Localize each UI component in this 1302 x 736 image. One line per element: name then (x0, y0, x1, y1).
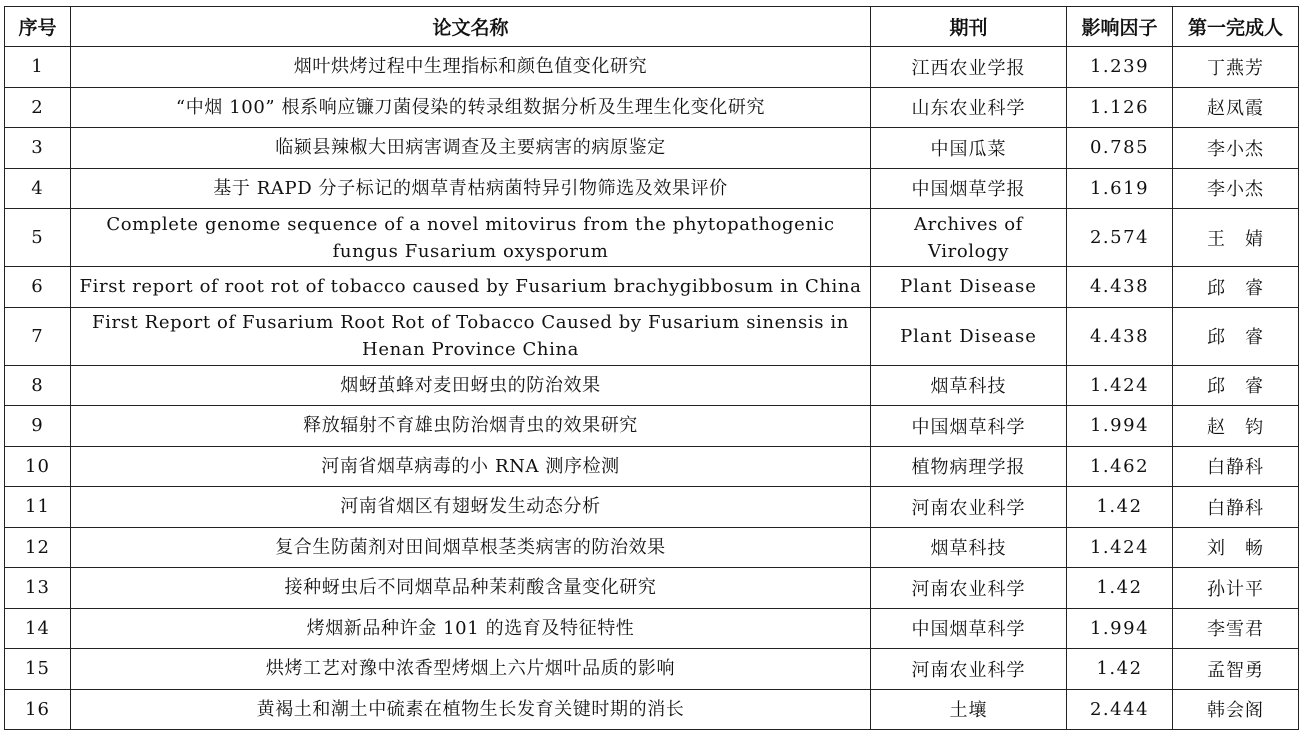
table-row (5, 128, 1299, 169)
cell-author: 白静科 (1173, 487, 1299, 528)
cell-journal: 中国烟草科学 (871, 406, 1067, 447)
table-row (5, 87, 1299, 128)
cell-index: 12 (5, 527, 71, 568)
cell-title: 复合生防菌剂对田间烟草根茎类病害的防治效果 (71, 527, 871, 568)
table-row (5, 689, 1299, 730)
cell-title: “中烟 100” 根系响应镰刀菌侵染的转录组数据分析及生理生化变化研究 (71, 87, 871, 128)
table-row (5, 406, 1299, 447)
cell-journal: 河南农业科学 (871, 487, 1067, 528)
cell-title: 烟蚜茧蜂对麦田蚜虫的防治效果 (71, 365, 871, 406)
papers-table-container (4, 6, 1299, 730)
cell-author: 白静科 (1173, 446, 1299, 487)
cell-impact: 1.239 (1067, 47, 1173, 88)
cell-impact: 0.785 (1067, 128, 1173, 169)
cell-impact: 1.126 (1067, 87, 1173, 128)
cell-index: 13 (5, 568, 71, 609)
cell-impact: 1.619 (1067, 168, 1173, 209)
cell-index: 14 (5, 608, 71, 649)
cell-journal: Plant Disease (871, 307, 1067, 365)
cell-journal: 中国瓜菜 (871, 128, 1067, 169)
cell-journal: 植物病理学报 (871, 446, 1067, 487)
table-row (5, 47, 1299, 88)
cell-journal: 河南农业科学 (871, 568, 1067, 609)
cell-journal: 烟草科技 (871, 527, 1067, 568)
cell-author: 李小杰 (1173, 128, 1299, 169)
cell-impact: 1.42 (1067, 568, 1173, 609)
cell-journal: 烟草科技 (871, 365, 1067, 406)
cell-title: First report of root rot of tobacco caused by Fusarium brachygibbosum in China (71, 267, 871, 308)
cell-index: 4 (5, 168, 71, 209)
cell-index: 2 (5, 87, 71, 128)
cell-title: 临颍县辣椒大田病害调查及主要病害的病原鉴定 (71, 128, 871, 169)
cell-title: 河南省烟草病毒的小 RNA 测序检测 (71, 446, 871, 487)
table-row (5, 608, 1299, 649)
cell-impact: 1.994 (1067, 608, 1173, 649)
header-journal: 期刊 (871, 7, 1067, 47)
cell-author: 邱 睿 (1173, 307, 1299, 365)
cell-title: Complete genome sequence of a novel mitovirus from the phytopathogenic fungus Fusarium oxysporum (71, 209, 871, 267)
cell-author: 李小杰 (1173, 168, 1299, 209)
cell-author: 丁燕芳 (1173, 47, 1299, 88)
cell-index: 3 (5, 128, 71, 169)
cell-index: 5 (5, 209, 71, 267)
cell-title: 释放辐射不育雄虫防治烟青虫的效果研究 (71, 406, 871, 447)
cell-author: 邱 睿 (1173, 267, 1299, 308)
cell-title: First Report of Fusarium Root Rot of Tobacco Caused by Fusarium sinensis in Henan Province China (71, 307, 871, 365)
cell-title: 烤烟新品种许金 101 的选育及特征特性 (71, 608, 871, 649)
cell-impact: 4.438 (1067, 267, 1173, 308)
cell-journal: Plant Disease (871, 267, 1067, 308)
table-row (5, 267, 1299, 308)
cell-author: 韩会阁 (1173, 689, 1299, 730)
cell-title: 基于 RAPD 分子标记的烟草青枯病菌特异引物筛选及效果评价 (71, 168, 871, 209)
cell-author: 刘 畅 (1173, 527, 1299, 568)
cell-journal: Archives of Virology (871, 209, 1067, 267)
cell-index: 11 (5, 487, 71, 528)
cell-author: 赵凤霞 (1173, 87, 1299, 128)
cell-title: 河南省烟区有翅蚜发生动态分析 (71, 487, 871, 528)
cell-impact: 1.42 (1067, 487, 1173, 528)
table-row (5, 527, 1299, 568)
table-row (5, 446, 1299, 487)
cell-index: 8 (5, 365, 71, 406)
cell-author: 孟智勇 (1173, 649, 1299, 690)
cell-title: 烟叶烘烤过程中生理指标和颜色值变化研究 (71, 47, 871, 88)
header-first-author: 第一完成人 (1173, 7, 1299, 47)
cell-impact: 1.42 (1067, 649, 1173, 690)
header-title: 论文名称 (71, 7, 871, 47)
header-impact-factor: 影响因子 (1067, 7, 1173, 47)
cell-author: 王 婧 (1173, 209, 1299, 267)
cell-author: 李雪君 (1173, 608, 1299, 649)
cell-journal: 江西农业学报 (871, 47, 1067, 88)
table-row (5, 568, 1299, 609)
table-row (5, 307, 1299, 365)
cell-impact: 2.444 (1067, 689, 1173, 730)
cell-author: 赵 钧 (1173, 406, 1299, 447)
cell-title: 接种蚜虫后不同烟草品种茉莉酸含量变化研究 (71, 568, 871, 609)
cell-journal: 中国烟草学报 (871, 168, 1067, 209)
table-row (5, 209, 1299, 267)
cell-author: 孙计平 (1173, 568, 1299, 609)
cell-impact: 2.574 (1067, 209, 1173, 267)
cell-impact: 1.462 (1067, 446, 1173, 487)
cell-impact: 1.424 (1067, 527, 1173, 568)
cell-index: 10 (5, 446, 71, 487)
cell-journal: 山东农业科学 (871, 87, 1067, 128)
cell-impact: 1.424 (1067, 365, 1173, 406)
papers-table (4, 6, 1299, 730)
cell-impact: 1.994 (1067, 406, 1173, 447)
cell-index: 9 (5, 406, 71, 447)
cell-index: 16 (5, 689, 71, 730)
cell-index: 7 (5, 307, 71, 365)
cell-index: 1 (5, 47, 71, 88)
header-index: 序号 (5, 7, 71, 47)
cell-index: 15 (5, 649, 71, 690)
cell-title: 黄褐土和潮土中硫素在植物生长发育关键时期的消长 (71, 689, 871, 730)
cell-title: 烘烤工艺对豫中浓香型烤烟上六片烟叶品质的影响 (71, 649, 871, 690)
cell-journal: 中国烟草科学 (871, 608, 1067, 649)
header-row (5, 7, 1299, 47)
table-row (5, 365, 1299, 406)
cell-journal: 土壤 (871, 689, 1067, 730)
cell-journal: 河南农业科学 (871, 649, 1067, 690)
table-row (5, 168, 1299, 209)
table-row (5, 649, 1299, 690)
cell-author: 邱 睿 (1173, 365, 1299, 406)
table-row (5, 487, 1299, 528)
cell-impact: 4.438 (1067, 307, 1173, 365)
cell-index: 6 (5, 267, 71, 308)
